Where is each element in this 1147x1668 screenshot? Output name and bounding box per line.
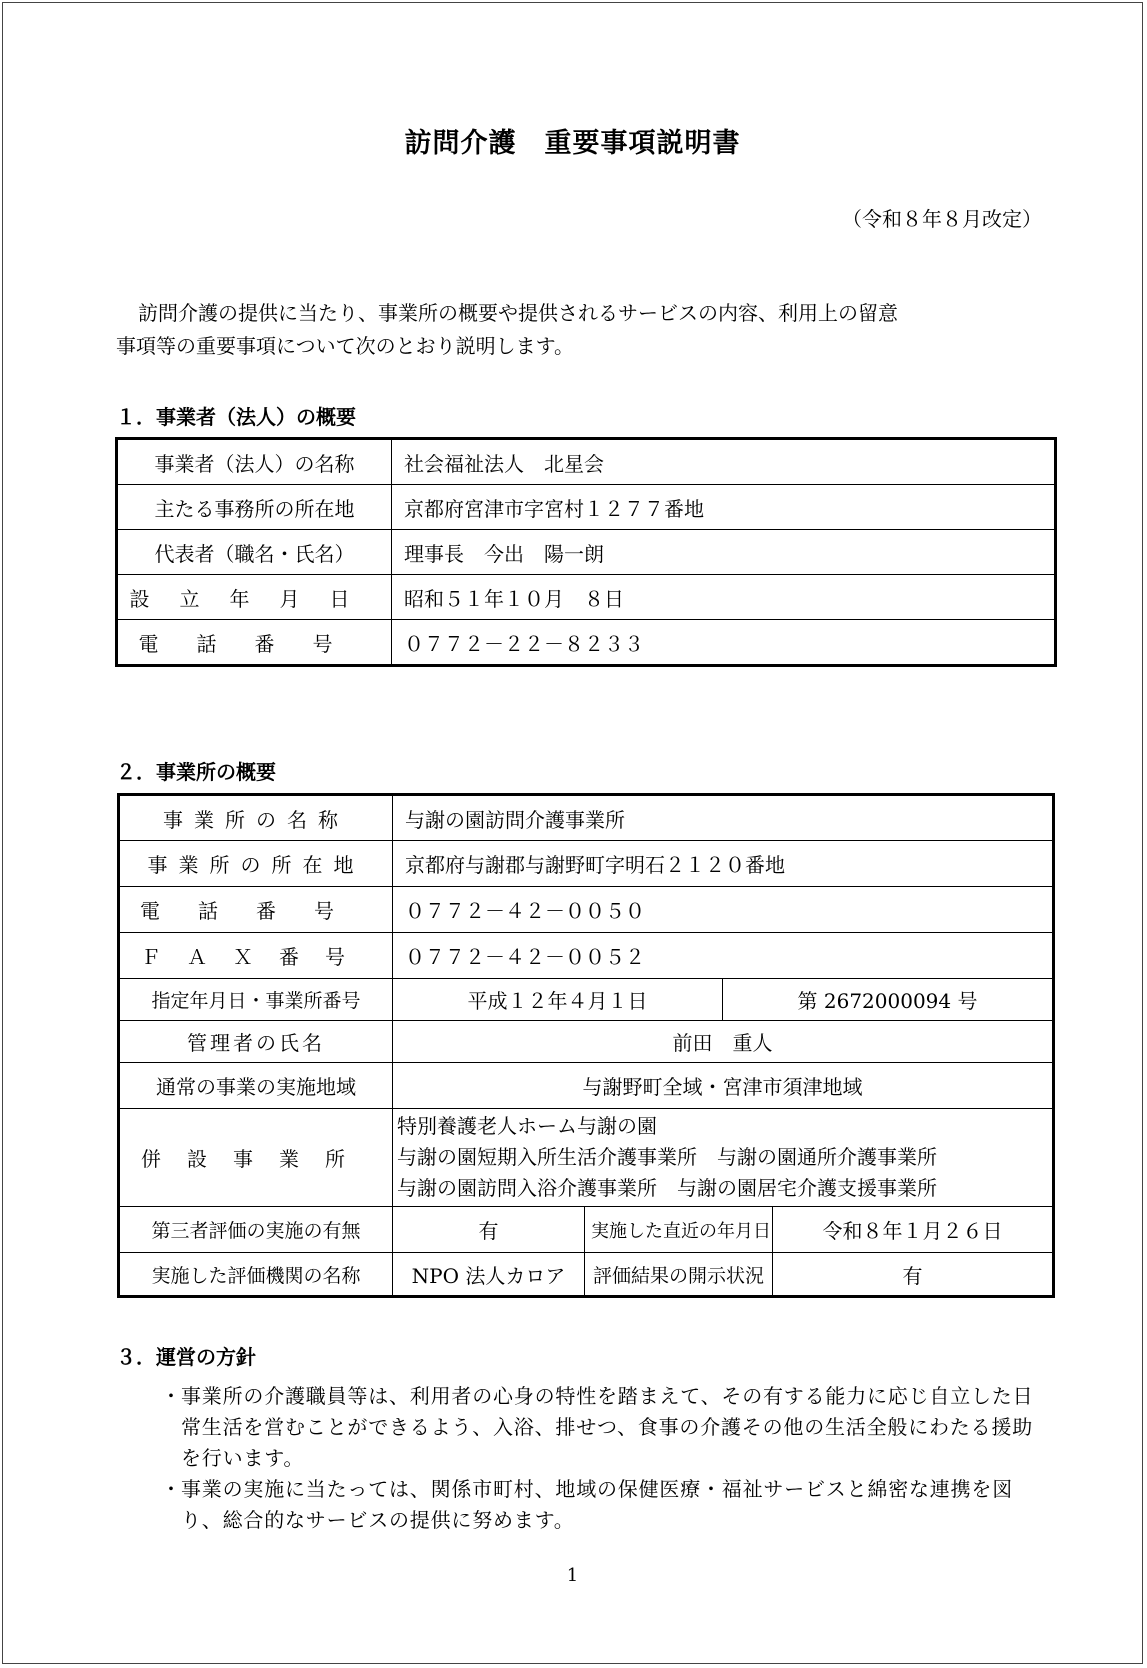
row-label: 通常の事業の実施地域 (119, 1063, 393, 1109)
corporation-table (115, 437, 1057, 667)
row-label: 管理者の氏名 (119, 1021, 393, 1063)
service-area: 与謝野町全域・宮津市須津地域 (393, 1063, 1054, 1109)
section2-heading: ２．事業所の概要 (116, 760, 276, 784)
table-row (119, 933, 1054, 979)
table-row (119, 887, 1054, 933)
row-label: 主たる事務所の所在地 (117, 485, 392, 530)
policy-list (161, 1381, 1053, 1536)
row-label: 事業所の所在地 (119, 841, 393, 887)
established-date: 昭和５１年１０月 ８日 (392, 575, 1056, 620)
table-row (119, 1207, 1054, 1253)
section3-heading: ３．運営の方針 (116, 1345, 256, 1369)
table-row (119, 1253, 1054, 1297)
row-label: 電話番号 (119, 887, 393, 933)
row-label: 事業所の名称 (119, 795, 393, 841)
list-item (161, 1381, 1053, 1474)
facility-line: 与謝の園短期入所生活介護事業所 与謝の園通所介護事業所 (397, 1145, 937, 1169)
policy-text: 事業所の介護職員等は、利用者の心身の特性を踏まえて、その有する能力に応じ自立した日常生活を営むことができるよう、入浴、排せつ、食事の介護その他の生活全般にわたる援助を行います。 (181, 1384, 1034, 1470)
evaluation-status: 有 (393, 1207, 585, 1253)
row-label: 実施した直近の年月日 (585, 1207, 773, 1253)
facility-line: 与謝の園訪問入浴介護事業所 与謝の園居宅介護支援事業所 (397, 1176, 937, 1200)
table-row (119, 1063, 1054, 1109)
corporation-phone: ０７７２－２２－８２３３ (392, 620, 1056, 666)
table-row (119, 1021, 1054, 1063)
table-row (117, 530, 1056, 575)
intro-paragraph (116, 297, 1046, 363)
evaluation-date: 令和８年１月２６日 (773, 1207, 1054, 1253)
corporation-address: 京都府宮津市字宮村１２７７番地 (392, 485, 1056, 530)
table-row (119, 1109, 1054, 1207)
office-address: 京都府与謝郡与謝野町字明石２１２０番地 (393, 841, 1054, 887)
office-phone: ０７７２－４２－００５０ (393, 887, 1054, 933)
designation-date: 平成１２年４月１日 (393, 979, 723, 1021)
corporation-name: 社会福祉法人 北星会 (392, 439, 1056, 485)
revision-date: （令和８年８月改定） (842, 207, 1042, 231)
facility-line: 特別養護老人ホーム与謝の園 (397, 1114, 657, 1138)
table-row (119, 979, 1054, 1021)
table-row (117, 439, 1056, 485)
row-label: 電話番号 (117, 620, 392, 666)
row-label: 第三者評価の実施の有無 (119, 1207, 393, 1253)
row-label: 事業者（法人）の名称 (117, 439, 392, 485)
row-label: 代表者（職名・氏名） (117, 530, 392, 575)
manager-name: 前田 重人 (393, 1021, 1054, 1063)
table-row (119, 841, 1054, 887)
bullet-mark: ・ (161, 1477, 181, 1501)
row-label: 設立年月日 (117, 575, 392, 620)
row-label: 指定年月日・事業所番号 (119, 979, 393, 1021)
bullet-mark: ・ (161, 1384, 181, 1408)
table-row (117, 620, 1056, 666)
document-title: 訪問介護 重要事項説明書 (404, 128, 741, 159)
intro-line-1: 訪問介護の提供に当たり、事業所の概要や提供されるサービスの内容、利用上の留意 (138, 301, 898, 325)
office-number: 第 2672000094 号 (723, 979, 1054, 1021)
page-number: 1 (566, 1565, 579, 1586)
representative: 理事長 今出 陽一朗 (392, 530, 1056, 575)
section1-heading: １．事業者（法人）の概要 (116, 405, 356, 429)
disclosure-status: 有 (773, 1253, 1054, 1297)
policy-text: 事業の実施に当たっては、関係市町村、地域の保健医療・福祉サービスと綿密な連携を図り、総合的なサービスの提供に努めます。 (181, 1477, 1013, 1532)
table-row (117, 575, 1056, 620)
table-row (119, 795, 1054, 841)
row-label: 評価結果の開示状況 (585, 1253, 773, 1297)
affiliated-facilities (393, 1109, 1054, 1207)
office-fax: ０７７２－４２－００５２ (393, 933, 1054, 979)
office-table (117, 793, 1055, 1298)
row-label: 実施した評価機関の名称 (119, 1253, 393, 1297)
row-label: 併設事業所 (119, 1109, 393, 1207)
office-name: 与謝の園訪問介護事業所 (393, 795, 1054, 841)
intro-line-2: 事項等の重要事項について次のとおり説明します。 (116, 334, 574, 358)
row-label: ＦＡＸ番号 (119, 933, 393, 979)
list-item (161, 1474, 1053, 1536)
table-row (117, 485, 1056, 530)
document-page (2, 2, 1143, 1664)
evaluation-organization: NPO 法人カロア (393, 1253, 585, 1297)
